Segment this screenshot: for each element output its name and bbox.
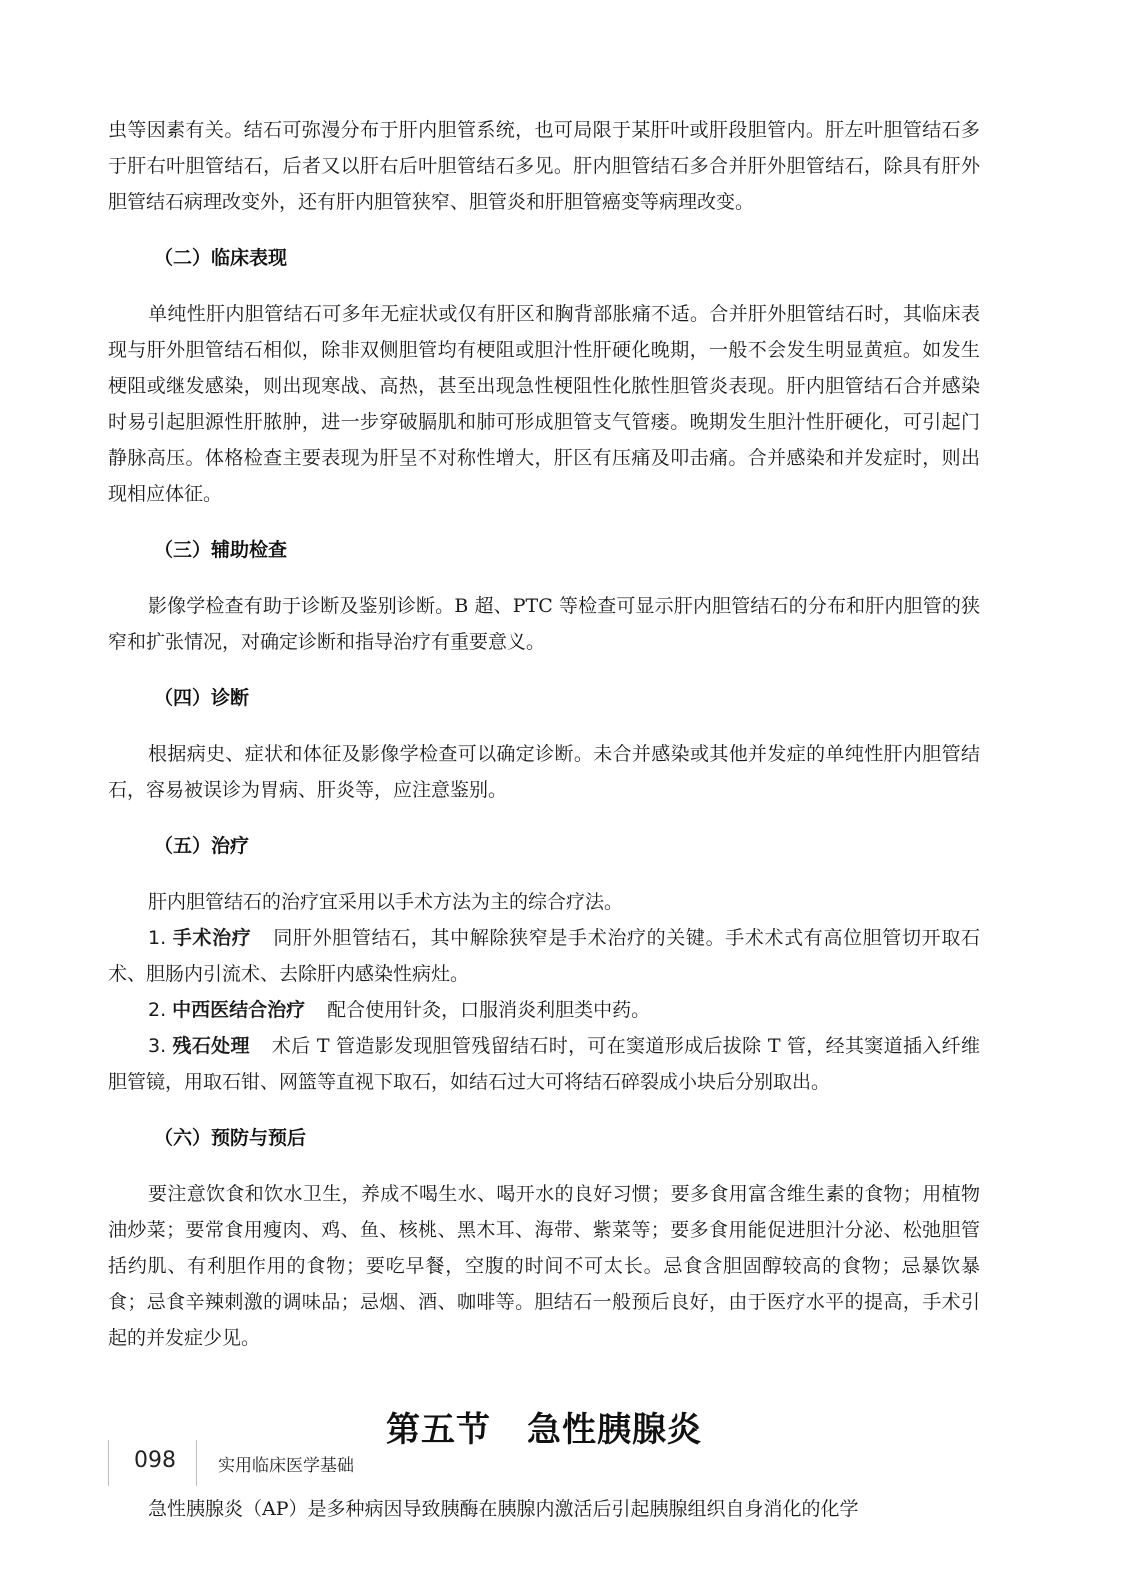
treatment-item-residual-stone — [108, 1028, 980, 1100]
item-text: 术后 T 管造影发现胆管残留结石时，可在窦道形成后拔除 T 管，经其窦道插入纤维胆管镜，用取石钳、网篮等直视下取石，如结石过大可将结石碎裂成小块后分别取出。 — [108, 1035, 980, 1093]
paragraph-treatment-intro: 肝内胆管结石的治疗宜采用以手术方法为主的综合疗法。 — [148, 891, 624, 913]
paragraph-auxiliary-exam: 影像学检查有助于诊断及鉴别诊断。B 超、PTC 等检查可显示肝内胆管结石的分布和肝内胆管的狭窄和扩张情况，对确定诊断和指导治疗有重要意义。 — [108, 595, 980, 653]
paragraph-diagnosis: 根据病史、症状和体征及影像学检查可以确定诊断。未合并感染或其他并发症的单纯性肝内胆管结石，容易被误诊为胃病、肝炎等，应注意鉴别。 — [108, 743, 980, 801]
paragraph-prevention: 要注意饮食和饮水卫生，养成不喝生水、喝开水的良好习惯；要多食用富含维生素的食物；用植物油炒菜；要常食用瘦肉、鸡、鱼、核桃、黑木耳、海带、紫菜等；要多食用能促进胆汁分泌、松弛胆管括约肌、有利胆作用的食物；要吃早餐，空腹的时间不可太长。忌食含胆固醇较高的食物；忌暴饮暴食；忌食辛辣刺激的调味品；忌烟、酒、咖啡等。胆结石一般预后良好，由于医疗水平的提高，手术引起的并发症少见。 — [108, 1183, 980, 1349]
heading-treatment: （五）治疗 — [154, 835, 250, 857]
page-number: 098 — [134, 1448, 176, 1473]
item-text: 同肝外胆管结石，其中解除狭窄是手术治疗的关键。手术术式有高位胆管切开取石术、胆肠内引流术、去除肝内感染性病灶。 — [108, 927, 980, 985]
item-number: 3. — [148, 1035, 167, 1057]
item-text: 配合使用针灸，口服消炎利胆类中药。 — [327, 999, 651, 1021]
item-number: 1. — [148, 927, 167, 949]
item-term: 中西医结合治疗 — [172, 999, 306, 1021]
treatment-item-surgery — [108, 920, 980, 992]
paragraph-pathology-continued: 虫等因素有关。结石可弥漫分布于肝内胆管系统，也可局限于某肝叶或肝段胆管内。肝左叶胆管结石多于肝右叶胆管结石，后者又以肝右后叶胆管结石多见。肝内胆管结石多合并肝外胆管结石，除具有肝外胆管结石病理改变外，还有肝内胆管狭窄、胆管炎和肝胆管癌变等病理改变。 — [108, 119, 980, 213]
section-title — [108, 1402, 980, 1451]
item-term: 残石处理 — [172, 1035, 250, 1057]
section-number: 第五节 — [386, 1410, 491, 1450]
heading-prevention: （六）预防与预后 — [154, 1127, 307, 1149]
footer-divider — [196, 1440, 197, 1486]
footer-divider — [108, 1440, 109, 1486]
treatment-item-integrated — [108, 992, 980, 1028]
paragraph-acute-pancreatitis-intro: 急性胰腺炎（AP）是多种病因导致胰酶在胰腺内激活后引起胰腺组织自身消化的化学 — [148, 1498, 859, 1520]
book-title: 实用临床医学基础 — [218, 1456, 354, 1476]
item-term: 手术治疗 — [172, 927, 252, 949]
page-content — [108, 112, 980, 1527]
heading-auxiliary-exam: （三）辅助检查 — [154, 539, 288, 561]
item-number: 2. — [148, 999, 167, 1021]
paragraph-clinical-manifestations: 单纯性肝内胆管结石可多年无症状或仅有肝区和胸背部胀痛不适。合并肝外胆管结石时，其临床表现与肝外胆管结石相似，除非双侧胆管均有梗阻或胆汁性肝硬化晚期，一般不会发生明显黄疸。如发生梗阻或继发感染，则出现寒战、高热，甚至出现急性梗阻性化脓性胆管炎表现。肝内胆管结石合并感染时易引起胆源性肝脓肿，进一步穿破膈肌和肺可形成胆管支气管瘘。晚期发生胆汁性肝硬化，可引起门静脉高压。体格检查主要表现为肝呈不对称性增大，肝区有压痛及叩击痛。合并感染和并发症时，则出现相应体征。 — [108, 303, 980, 505]
section-name: 急性胰腺炎 — [527, 1410, 702, 1450]
heading-diagnosis: （四）诊断 — [154, 687, 250, 709]
heading-clinical-manifestations: （二）临床表现 — [154, 247, 288, 269]
